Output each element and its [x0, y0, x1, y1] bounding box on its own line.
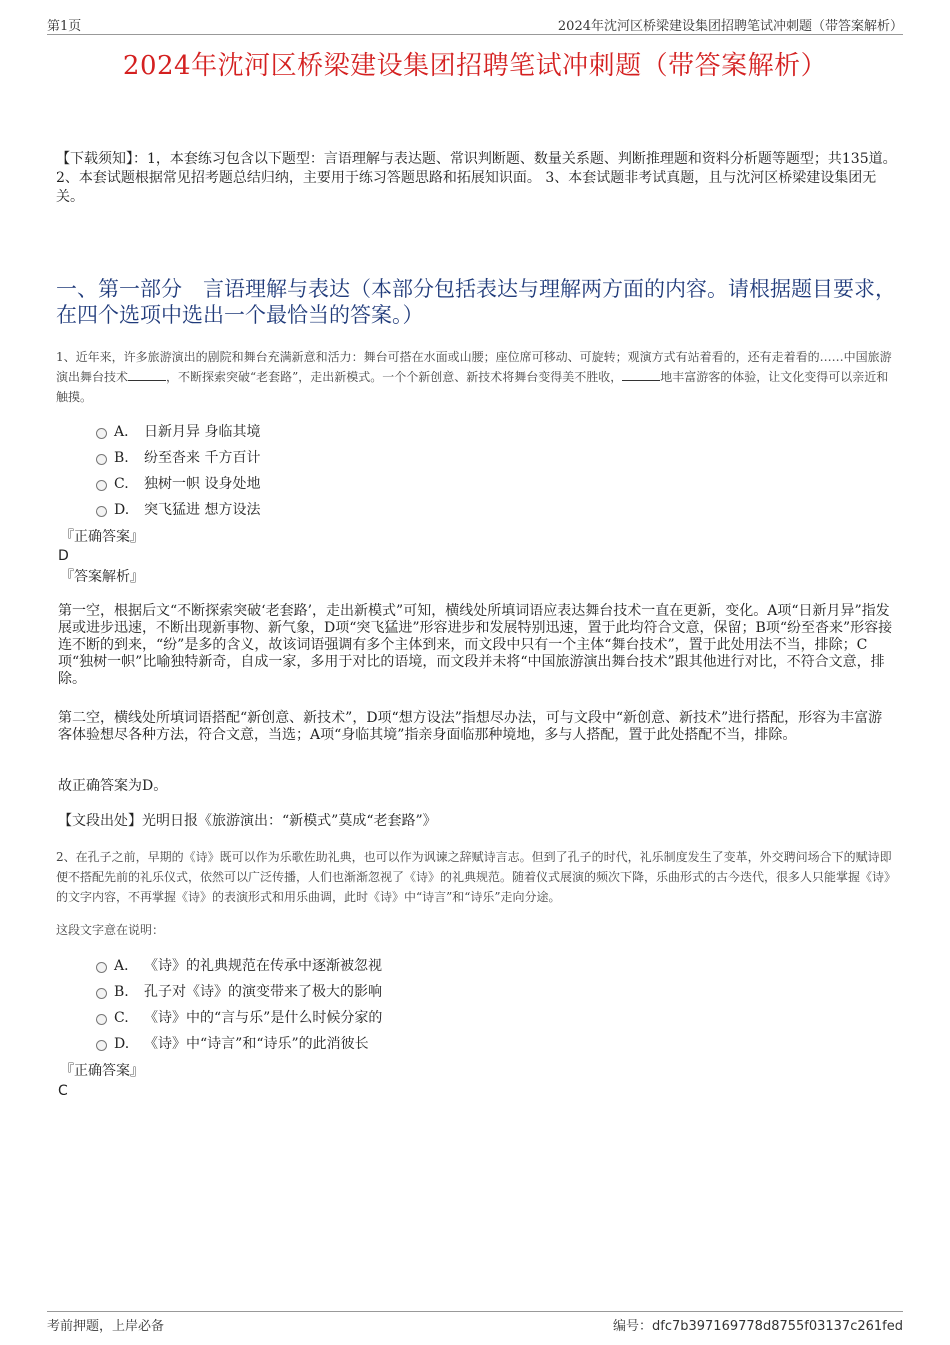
option-label: B.	[114, 450, 129, 466]
question-1-analysis-label: 『答案解析』	[60, 569, 144, 585]
question-1-options	[96, 419, 260, 523]
question-1-option-a[interactable]	[96, 419, 260, 445]
footer-code-value: dfc7b397169778d8755f03137c261fed	[652, 1319, 903, 1334]
question-1-option-c[interactable]	[96, 471, 260, 497]
question-2-option-b[interactable]	[96, 979, 382, 1005]
option-text: 孔子对《诗》的演变带来了极大的影响	[144, 984, 382, 1000]
question-1-text-part-3: 地丰富游客的体验，让文化变得可以亲近和触摸。	[56, 370, 889, 404]
question-2-prompt: 这段文字意在说明：	[56, 923, 165, 937]
option-label: D.	[114, 1036, 130, 1052]
option-label: D.	[114, 502, 130, 518]
question-1-analysis-conclusion: 故正确答案为D。	[58, 778, 168, 794]
download-notice: 【下载须知】：1，本套练习包含以下题型：言语理解与表达题、常识判断题、数量关系题、判断推理题和资料分析题等题型；共135道。 2、本套试题根据常见招考题总结归纳，主要用于练习答题思路和拓展知识面。 3、本套试题非考试真题，且与沈河区桥梁建设集团无关。	[56, 151, 897, 205]
option-text: 《诗》中的“言与乐”是什么时候分家的	[144, 1010, 383, 1026]
question-1-option-b[interactable]	[96, 445, 260, 471]
radio-circle-icon[interactable]	[96, 1040, 107, 1051]
radio-circle-icon[interactable]	[96, 506, 107, 517]
option-label: A．	[114, 424, 139, 440]
question-2-answer-label: 『正确答案』	[60, 1063, 144, 1079]
question-1-answer: D	[58, 548, 69, 564]
radio-circle-icon[interactable]	[96, 988, 107, 999]
radio-circle-icon[interactable]	[96, 962, 107, 973]
question-2-options	[96, 953, 382, 1057]
question-1-text-part-2: ，不断探索突破“老套路”，走出新模式。一个个新创意、新技术将舞台变得美不胜收，	[166, 370, 623, 384]
question-1-source: 【文段出处】光明日报《旅游演出：“新模式”莫成“老套路”》	[58, 813, 437, 829]
answer-blank-2	[622, 368, 660, 381]
option-text: 日新月异 身临其境	[144, 424, 261, 440]
page-footer	[47, 1311, 903, 1334]
option-text: 独树一帜 设身处地	[144, 476, 261, 492]
radio-circle-icon[interactable]	[96, 480, 107, 491]
option-text: 《诗》的礼典规范在传承中逐渐被忽视	[144, 958, 382, 974]
option-label: B.	[114, 984, 129, 1000]
question-1-analysis-paragraph-2: 第二空，横线处所填词语搭配“新创意、新技术”，D项“想方设法”指想尽办法，可与文段中“新创意、新技术”进行搭配，形容为丰富游客体验想尽各种方法，符合文意，当选；A项“身临其境”指亲身面临那种境地，多与人搭配，置于此处搭配不当，排除。	[58, 710, 883, 743]
footer-slogan: 考前押题，上岸必备	[47, 1319, 165, 1334]
option-label: C.	[114, 1010, 129, 1026]
question-1-text-part-1: 1、近年来，许多旅游演出的剧院和舞台充满新意和活力：舞台可搭在水面或山腰；座位席可移动、可旋转；观演方式有站着看的，还有走着看的……中国旅游演出舞台技术	[56, 350, 892, 384]
page-header	[47, 12, 903, 35]
option-text: 《诗》中“诗言”和“诗乐”的此消彼长	[144, 1036, 369, 1052]
option-label: C.	[114, 476, 129, 492]
page-number: 第1页	[47, 19, 82, 34]
question-1-analysis-paragraph-1: 第一空，根据后文“不断探索突破‘老套路’，走出新模式”可知，横线处所填词语应表达舞台技术一直在更新，变化。A项“日新月异”指发展或进步迅速，不断出现新事物、新气象，D项“突飞猛进”形容进步和发展特别迅速，置于此均符合文意，保留；B项“纷至沓来”形容接连不断的到来，“纷”是多的含义，故该词语强调有多个主体到来，而文段中只有一个主体“舞台技术”，置于此处用法不当，排除；C项“独树一帜”比喻独特新奇，自成一家，多用于对比的语境，而文段并未将“中国旅游演出舞台技术”跟其他进行对比，不符合文意，排除。	[58, 603, 893, 687]
answer-blank-1	[128, 368, 166, 381]
footer-code-label: 编号：	[612, 1319, 652, 1334]
option-label: A．	[114, 958, 139, 974]
radio-circle-icon[interactable]	[96, 428, 107, 439]
radio-circle-icon[interactable]	[96, 454, 107, 465]
footer-doc-code	[613, 1315, 903, 1334]
section-heading: 一、第一部分 言语理解与表达（本部分包括表达与理解两方面的内容。请根据题目要求，在四个选项中选出一个最恰当的答案。）	[56, 277, 896, 327]
header-doc-title: 2024年沈河区桥梁建设集团招聘笔试冲刺题（带答案解析）	[557, 19, 903, 34]
option-text: 纷至沓来 千方百计	[144, 450, 261, 466]
question-1-answer-label: 『正确答案』	[60, 529, 144, 545]
option-text: 突飞猛进 想方设法	[144, 502, 261, 518]
question-1-option-d[interactable]	[96, 497, 260, 523]
question-2-option-a[interactable]	[96, 953, 382, 979]
question-2-text: 2、在孔子之前，早期的《诗》既可以作为乐歌佐助礼典，也可以作为讽谏之辞赋诗言志。但到了孔子的时代，礼乐制度发生了变革，外交聘问场合下的赋诗即便不搭配先前的礼乐仪式，依然可以广泛传播，人们也渐渐忽视了《诗》的礼典规范。随着仪式展演的频次下降，乐曲形式的古今迭代，很多人只能掌握《诗》的文字内容，不再掌握《诗》的表演形式和用乐曲调，此时《诗》中“诗言”和“诗乐”走向分途。	[56, 850, 897, 904]
question-2-answer: C	[58, 1083, 68, 1099]
question-2-option-d[interactable]	[96, 1031, 382, 1057]
radio-circle-icon[interactable]	[96, 1014, 107, 1025]
question-1-text	[56, 347, 898, 407]
question-2-option-c[interactable]	[96, 1005, 382, 1031]
document-title: 2024年沈河区桥梁建设集团招聘笔试冲刺题（带答案解析）	[122, 51, 828, 81]
